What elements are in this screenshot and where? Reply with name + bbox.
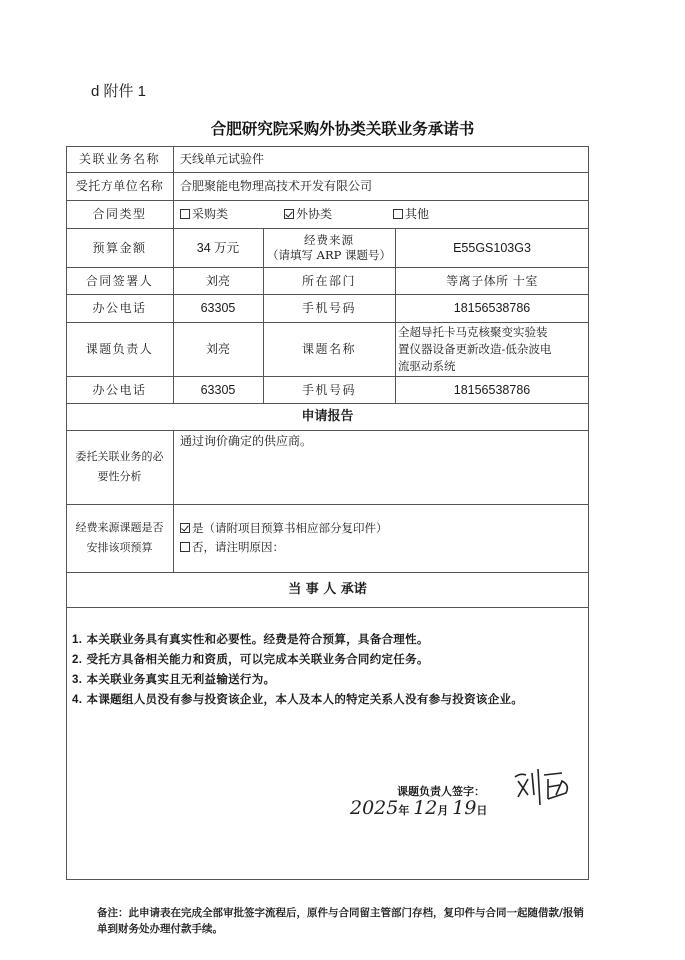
business-name-value[interactable]: 天线单元试验件 xyxy=(180,152,265,166)
date-day: 19 xyxy=(452,797,477,819)
commitment-item xyxy=(72,651,429,667)
leader-office-phone-value[interactable]: 63305 xyxy=(200,382,236,397)
budget-value[interactable]: 34 万元 xyxy=(196,240,240,255)
funding-source-label-line2: （请填写 ARP 课题号） xyxy=(266,247,391,262)
date-month: 12 xyxy=(413,797,438,819)
date-year: 2025 xyxy=(350,797,399,819)
project-name-line1: 全超导托卡马克核聚变实验装 xyxy=(398,324,548,339)
budget-arranged-label-line1: 经费来源课题是否 xyxy=(75,521,164,534)
leader-mobile-label: 手机号码 xyxy=(301,382,356,397)
budget-yes-option[interactable] xyxy=(180,520,388,536)
item-text: 本关联业务具有真实性和必要性。经费是符合预算，具备合理性。 xyxy=(86,632,429,646)
signer-value[interactable]: 刘亮 xyxy=(205,273,230,288)
office-phone-label: 办公电话 xyxy=(92,301,147,315)
commitment-item xyxy=(72,691,523,707)
report-heading: 申请报告 xyxy=(301,408,354,424)
necessity-value[interactable]: 通过询价确定的供应商。 xyxy=(180,434,313,448)
business-name-label: 关联业务名称 xyxy=(78,152,160,166)
project-name-line2: 置仪器设备更新改造-低杂波电 xyxy=(398,341,552,356)
signature-image xyxy=(512,765,572,809)
project-leader-label: 课题负责人 xyxy=(85,342,154,356)
mobile-value[interactable]: 18156538786 xyxy=(453,301,531,315)
necessity-label xyxy=(66,430,173,504)
checkbox-unchecked-icon[interactable] xyxy=(180,209,190,219)
date-month-unit: 月 xyxy=(437,804,449,817)
option-label: 否，请注明原因： xyxy=(192,540,284,554)
mobile-label: 手机号码 xyxy=(301,301,356,315)
date-year-unit: 年 xyxy=(398,804,410,817)
commitment-heading: 当 事 人 承诺 xyxy=(288,581,367,597)
funding-source-value[interactable]: E55GS103G3 xyxy=(453,240,531,255)
column-divider xyxy=(173,430,174,572)
signature-label: 课题负责人签字： xyxy=(397,785,485,798)
item-text: 本关联业务真实且无利益输送行为。 xyxy=(86,672,276,686)
commitment-item xyxy=(72,671,275,687)
attachment-label: d 附件 1 xyxy=(91,83,147,100)
remark-note: 备注：此申请表在完成全部审批签字流程后，原件与合同留主管部门存档，复印件与合同一起随借款/报销单到财务处办理付款手续。 xyxy=(97,907,584,935)
item-number: 3. xyxy=(72,674,83,686)
necessity-label-line2: 要性分析 xyxy=(97,470,142,483)
option-label: 外协类 xyxy=(296,207,333,221)
item-number: 1. xyxy=(72,634,83,646)
project-name-label: 课题名称 xyxy=(301,342,356,356)
option-label: 其他 xyxy=(405,207,430,221)
checkbox-unchecked-icon[interactable] xyxy=(393,209,403,219)
contract-type-option-other[interactable] xyxy=(386,200,496,228)
handwritten-signature[interactable] xyxy=(512,765,572,809)
leader-mobile-value[interactable]: 18156538786 xyxy=(453,382,531,397)
department-label: 所在部门 xyxy=(301,273,356,288)
item-text: 受托方具备相关能力和资质，可以完成本关联业务合同约定任务。 xyxy=(86,652,429,666)
entrusted-unit-value[interactable]: 合肥聚能电物理高技术开发有限公司 xyxy=(180,179,373,193)
item-number: 4. xyxy=(72,694,83,706)
department-value[interactable]: 等离子体所 十室 xyxy=(446,273,538,288)
item-text: 本课题组人员没有参与投资该企业，本人及本人的特定关系人没有参与投资该企业。 xyxy=(86,692,524,706)
office-phone-value[interactable]: 63305 xyxy=(200,301,236,315)
checkbox-checked-icon[interactable] xyxy=(180,523,190,533)
funding-source-label-line1: 经费来源 xyxy=(304,232,354,247)
leader-office-phone-label: 办公电话 xyxy=(92,382,147,397)
project-leader-value[interactable]: 刘亮 xyxy=(205,342,230,356)
checkbox-checked-icon[interactable] xyxy=(284,209,294,219)
project-name-line3: 流驱动系统 xyxy=(398,358,456,373)
entrusted-unit-label: 受托方单位名称 xyxy=(75,179,164,193)
date-day-unit: 日 xyxy=(476,804,488,817)
document-title: 合肥研究院采购外协类关联业务承诺书 xyxy=(210,120,475,138)
funding-source-label xyxy=(263,228,395,267)
commitment-item xyxy=(72,631,429,647)
contract-type-option-purchase[interactable] xyxy=(173,200,283,228)
option-label: 采购类 xyxy=(192,207,229,221)
checkbox-unchecked-icon[interactable] xyxy=(180,542,190,552)
contract-type-label: 合同类型 xyxy=(92,207,147,221)
row-divider xyxy=(66,607,589,608)
project-name-value[interactable] xyxy=(395,322,589,376)
budget-arranged-label xyxy=(66,504,173,572)
contract-type-option-outsourcing[interactable] xyxy=(277,200,387,228)
budget-arranged-label-line2: 安排该项预算 xyxy=(86,541,153,554)
necessity-label-line1: 委托关联业务的必 xyxy=(75,450,164,463)
budget-no-option[interactable] xyxy=(180,539,284,555)
option-label: 是（请附项目预算书相应部分复印件） xyxy=(192,521,388,535)
signature-date[interactable] xyxy=(350,797,487,819)
item-number: 2. xyxy=(72,654,83,666)
signer-label: 合同签署人 xyxy=(85,273,154,288)
budget-label: 预算金额 xyxy=(92,240,147,255)
